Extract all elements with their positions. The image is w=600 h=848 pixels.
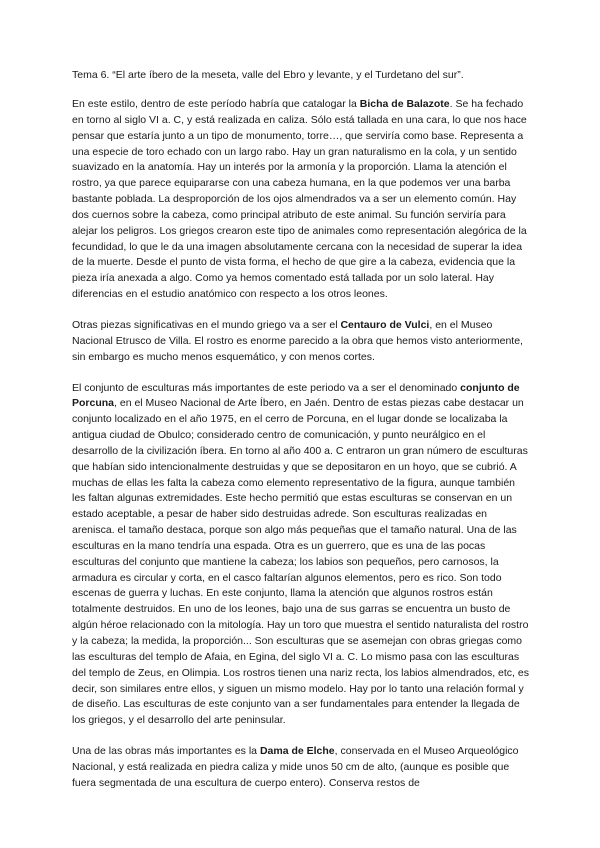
paragraph-text: En este estilo, dentro de este período habría que catalogar la <box>72 98 360 110</box>
paragraph-text: , conservada en el Museo Arqueológico Nacional, y está realizada en piedra caliza y mide unos 50 cm de alto, (aunque es posible que fuera segmentada de una escultura de cuerpo entero). Conserva restos de <box>72 745 519 789</box>
paragraph-text: , en el Museo Nacional de Arte Íbero, en Jaén. Dentro de estas piezas cabe destacar un conjunto localizado en el año 1975, en el cerro de Porcuna, en el lugar donde se localizaba la antigua ciudad de Obulco; considerado centro de comunicación, y punto neurálgico en el desarrollo de la civilización íbera. En torno al año 400 a. C entraron un gran número de esculturas que habían sido intencionalmente destruidas y que se depositaron en un hoyo, que se cubrió. A muchas de ellas les falta la cabeza como elemento representativo de la figura, aunque también les faltan algunas extremidades. Este hecho permitió que estas esculturas se conservan en un estado aceptable, a pesar de haber sido destruidas adrede. Son esculturas realizadas en arenisca. el tamaño destaca, porque son algo más pequeñas que el tamaño natural. Una de las esculturas en la mano tendría una espada. Otra es un guerrero, que es una de las pocas esculturas del conjunto que mantiene la cabeza; los labios son pequeños, pero carnosos, la armadura es circular y corta, en el casco faltarían algunos elementos, pero es rico. Son todo escenas de guerra y luchas. En este conjunto, llama la atención que algunos rostros están totalmente destruidos. En uno de los leones, bajo una de sus garras se encuentra un busto de algún héroe relacionado con la mitología. Hay un toro que muestra el sentido naturalista del rostro y la cabeza; la medida, la proporción... Son esculturas que se asemejan con obras griegas como las esculturas del templo de Afaia, en Egina, del siglo VI a. C. Lo mismo pasa con las esculturas del templo de Zeus, en Olimpia. Los rostros tienen una nariz recta, los labios almendrados, etc, es decir, son similares entre ellos, y siguen un mismo modelo. Hay por lo tanto una relación formal y de diseño. Las esculturas de este conjunto van a ser fundamentales para entender la llegada de los griegos, y el desarrollo del arte peninsular. <box>72 397 529 727</box>
paragraph-text: . Se ha fechado en torno al siglo VI a. C, y está realizada en caliza. Sólo está tallada en una cara, lo que nos hace pensar que estaría junto a un tipo de monumento, torre…, que serviría como base. Representa a una especie de toro echado con un largo rabo. Hay un gran naturalismo en la cola, y un sentido suavizado en la anatomía. Hay un interés por la armonía y la proporción. Llama la atención el rostro, ya que parece equipararse con una cabeza humana, en la que podemos ver una barba bastante poblada. La desproporción de los ojos almendrados va a ser un elemento común. Hay dos cuernos sobre la cabeza, como principal atributo de este animal. Su función serviría para alejar los peligros. Los griegos crearon este tipo de animales como representación alegórica de la fecundidad, lo que le da una imagen absolutamente cercana con la necesidad de superar la idea de la muerte. Desde el punto de vista forma, el hecho de que gire a la cabeza, evidencia que la pieza iría anexada a algo. Como ya hemos comentado está tallada por un solo lateral. Hay diferencias en el estudio anatómico con respecto a los otros leones. <box>72 98 527 301</box>
paragraph-text: Otras piezas significativas en el mundo griego va a ser el <box>72 318 341 331</box>
paragraph-text: Una de las obras más importantes es la <box>72 745 260 758</box>
paragraph-dama-de-elche <box>72 744 530 792</box>
artwork-name: conjunto de Porcuna <box>72 381 520 410</box>
artwork-name: Bicha de Balazote <box>359 98 450 110</box>
paragraph-text: , en el Museo Nacional Etrusco de Villa. El rostro es enorme parecido a la obra que hemos visto anteriormente, sin embargo es mucho menos esquemático, y con menos cortes. <box>72 318 523 363</box>
artwork-name: Centauro de Vulci <box>340 318 430 331</box>
paragraph-text: El conjunto de esculturas más importantes de este periodo va a ser el denominado <box>72 381 461 394</box>
paragraph-centauro-de-vulci <box>72 318 530 366</box>
paragraph-conjunto-de-porcuna <box>72 381 530 730</box>
paragraph-bicha-de-balazote <box>72 97 530 303</box>
artwork-name: Dama de Elche <box>259 745 335 758</box>
page-title: Tema 6. “El arte íbero de la meseta, valle del Ebro y levante, y el Turdetano del sur”. <box>72 69 464 81</box>
